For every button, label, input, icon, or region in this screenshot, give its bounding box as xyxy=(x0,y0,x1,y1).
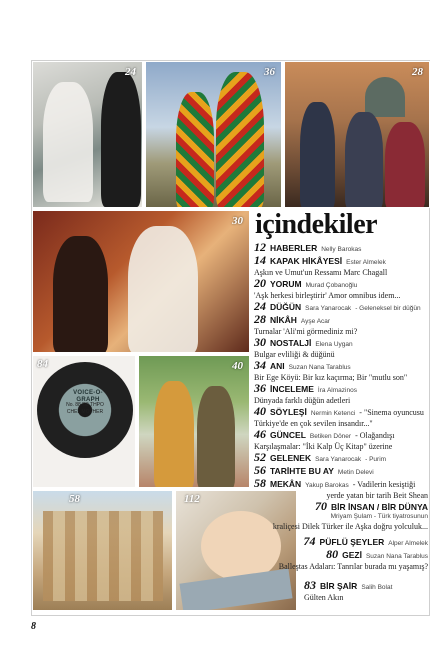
toc-description: Dünyada farklı düğün adetleri xyxy=(254,396,351,405)
toc-author: Ester Almelek xyxy=(346,259,386,266)
photo-wedding-hands xyxy=(32,61,143,208)
toc-item[interactable] xyxy=(254,383,428,406)
toc-section: GEZİ xyxy=(342,550,362,560)
toc-item[interactable] xyxy=(254,478,428,501)
toc-description: - Geleneksel bir düğün xyxy=(355,305,421,312)
toc-description: Gülten Akın xyxy=(304,593,344,602)
photo-vintage-couple xyxy=(32,210,250,353)
toc-page-number: 24 xyxy=(254,299,266,313)
toc-description: Turnalar 'Ali'mi görmediniz mi? xyxy=(254,327,358,336)
toc-description: 'Aşk herkesi birleştirir' Amor omnibus idem... xyxy=(254,291,401,300)
toc-section: HABERLER xyxy=(270,243,318,253)
toc-section: BİR İNSAN / BİR DÜNYA xyxy=(331,502,428,512)
bride-veil-shape xyxy=(128,226,198,353)
toc-description: - "Sinema oyuncusu xyxy=(359,408,424,417)
page-title: içindekiler xyxy=(255,209,378,240)
toc-description: Aşkın ve Umut'un Ressamı Marc Chagall xyxy=(254,268,388,277)
toc-page-number: 56 xyxy=(254,463,266,477)
toc-item[interactable] xyxy=(254,549,428,572)
bride-dress-shape xyxy=(43,82,93,202)
toc-section: TARİHTE BU AY xyxy=(270,466,334,476)
tablet-shape xyxy=(179,568,292,611)
toc-section: GELENEK xyxy=(270,453,312,463)
man-figure-shape xyxy=(345,112,383,208)
toc-section: YORUM xyxy=(270,279,302,289)
toc-description: Karşılaşmalar: "İki Kalp Üç Kitap" üzerine xyxy=(254,442,393,451)
toc-item[interactable] xyxy=(304,580,428,603)
toc-description: - Olağandışı xyxy=(355,431,395,440)
photo-page-number: 58 xyxy=(69,493,80,505)
photo-ruins xyxy=(32,490,173,611)
toc-description: kraliçesi Dilek Türker ile Aşka doğru yolculuk... xyxy=(272,522,428,531)
toc-page-number: 70 xyxy=(315,499,328,513)
toc-item[interactable] xyxy=(254,301,428,314)
toc-item[interactable] xyxy=(254,337,428,360)
photo-couple-garden xyxy=(138,355,250,488)
toc-page-number: 36 xyxy=(254,381,266,395)
vinyl-record xyxy=(37,362,133,458)
toc-author: Metin Delevi xyxy=(337,469,374,476)
toc-page-number: 12 xyxy=(254,240,266,254)
toc-page-number: 14 xyxy=(254,253,266,267)
page-number: 8 xyxy=(31,621,36,632)
toc-section: PÜFLÜ ŞEYLER xyxy=(319,537,385,547)
photo-record xyxy=(32,355,136,488)
toc-item[interactable] xyxy=(254,452,428,465)
toc-author: Salih Bolat xyxy=(361,584,393,591)
man-figure-shape xyxy=(154,381,194,488)
toc-author: Ayşe Acar xyxy=(300,318,331,325)
ruins-columns-shape xyxy=(43,511,163,601)
photo-page-number: 36 xyxy=(264,66,275,78)
toc-section: MEKÂN xyxy=(270,479,302,489)
toc-section: KAPAK HİKÂYESİ xyxy=(270,256,343,266)
groom-kente-shape xyxy=(216,72,264,208)
toc-author: Murad Çobanoğlu xyxy=(305,282,358,289)
toc-page-number: 83 xyxy=(304,578,316,592)
toc-author: Sara Yanarocak xyxy=(305,305,352,312)
toc-author: Suzan Nana Tarablus xyxy=(288,364,351,371)
photo-page-number: 30 xyxy=(232,215,243,227)
toc-description: - Purim xyxy=(365,456,387,463)
toc-section: İNCELEME xyxy=(270,384,314,394)
toc-author: Nermin Ketenci xyxy=(310,410,356,417)
toc-description: - Vadilerin kesiştiği xyxy=(352,480,416,489)
photo-page-number: 28 xyxy=(412,66,423,78)
toc-item[interactable] xyxy=(254,314,428,337)
record-label-text: No. 88 '50 THPO CHEL MOTHER xyxy=(66,402,104,415)
man-figure-shape xyxy=(300,102,335,208)
bride-kente-shape xyxy=(176,92,214,208)
toc-description: Bulgar evliliği & düğünü xyxy=(254,350,335,359)
toc-author: Mriyam Şulam xyxy=(330,513,373,520)
woman-figure-shape xyxy=(197,386,235,488)
photo-page-number: 24 xyxy=(125,66,136,78)
toc-page-number: 46 xyxy=(254,427,266,441)
toc-page-number: 52 xyxy=(254,450,266,464)
toc-author: İra Almazinos xyxy=(317,387,357,394)
toc-page-number: 30 xyxy=(254,335,266,349)
toc-page-number: 80 xyxy=(326,547,339,561)
toc-section: DÜĞÜN xyxy=(270,302,302,312)
toc-page-number: 58 xyxy=(254,476,266,490)
toc-item[interactable] xyxy=(254,242,428,255)
record-brand: VOICE-O-GRAPH xyxy=(73,390,103,403)
photo-african-wedding xyxy=(145,61,282,208)
toc-section: SÖYLEŞİ xyxy=(270,407,307,417)
toc-section: NİKÂH xyxy=(270,315,297,325)
toc-author: Sara Yanarocak xyxy=(315,456,362,463)
toc-section: NOSTALJİ xyxy=(270,338,312,348)
toc-author-line xyxy=(254,512,428,522)
toc-page-number: 34 xyxy=(254,358,266,372)
toc-description: yerde yatan bir tarih Beit Shean xyxy=(326,491,428,500)
toc-author: Elena Uygan xyxy=(315,341,353,348)
groom-shape xyxy=(53,236,108,353)
toc-author: Yakup Barokas xyxy=(305,482,349,489)
toc-page-number: 20 xyxy=(254,276,266,290)
toc-item[interactable] xyxy=(254,465,428,478)
groom-suit-shape xyxy=(101,72,141,207)
toc-section: GÜNCEL xyxy=(270,430,306,440)
toc-item[interactable] xyxy=(254,429,428,452)
photo-page-number: 84 xyxy=(37,358,48,370)
toc-item[interactable] xyxy=(254,360,428,383)
toc-author: Suzan Nana Tarablus xyxy=(365,553,428,560)
toc-section: BİR ŞAİR xyxy=(320,581,358,591)
toc-description: Türkiye'de en çok sevilen insandır..." xyxy=(254,419,373,428)
toc-item[interactable] xyxy=(254,406,428,429)
toc-page-number: 28 xyxy=(254,312,266,326)
photo-film-scene xyxy=(284,61,430,208)
toc-description: Balleştas Adaları: Tanrılar burada mı yaşamış? xyxy=(278,562,428,571)
toc-section: ANI xyxy=(270,361,285,371)
toc-author: Alper Almelek xyxy=(388,540,428,547)
toc-item[interactable] xyxy=(254,255,428,278)
toc-author: Nelly Barokas xyxy=(321,246,362,253)
woman-figure-shape xyxy=(385,122,425,208)
toc-page-number: 74 xyxy=(303,534,316,548)
toc-description: - Türk tiyatrosunun xyxy=(373,513,428,520)
arched-window-shape xyxy=(365,77,405,117)
photo-page-number: 112 xyxy=(184,493,200,505)
toc-page-number: 40 xyxy=(254,404,266,418)
toc-item[interactable] xyxy=(254,278,428,301)
record-label xyxy=(57,386,113,432)
photo-page-number: 40 xyxy=(232,360,243,372)
toc-item[interactable] xyxy=(254,501,428,532)
toc-author: Betiken Döner xyxy=(309,433,352,440)
toc-description: Bir Ege Köyü: Bir kız kaçırma; Bir "mutlu son" xyxy=(254,373,408,382)
